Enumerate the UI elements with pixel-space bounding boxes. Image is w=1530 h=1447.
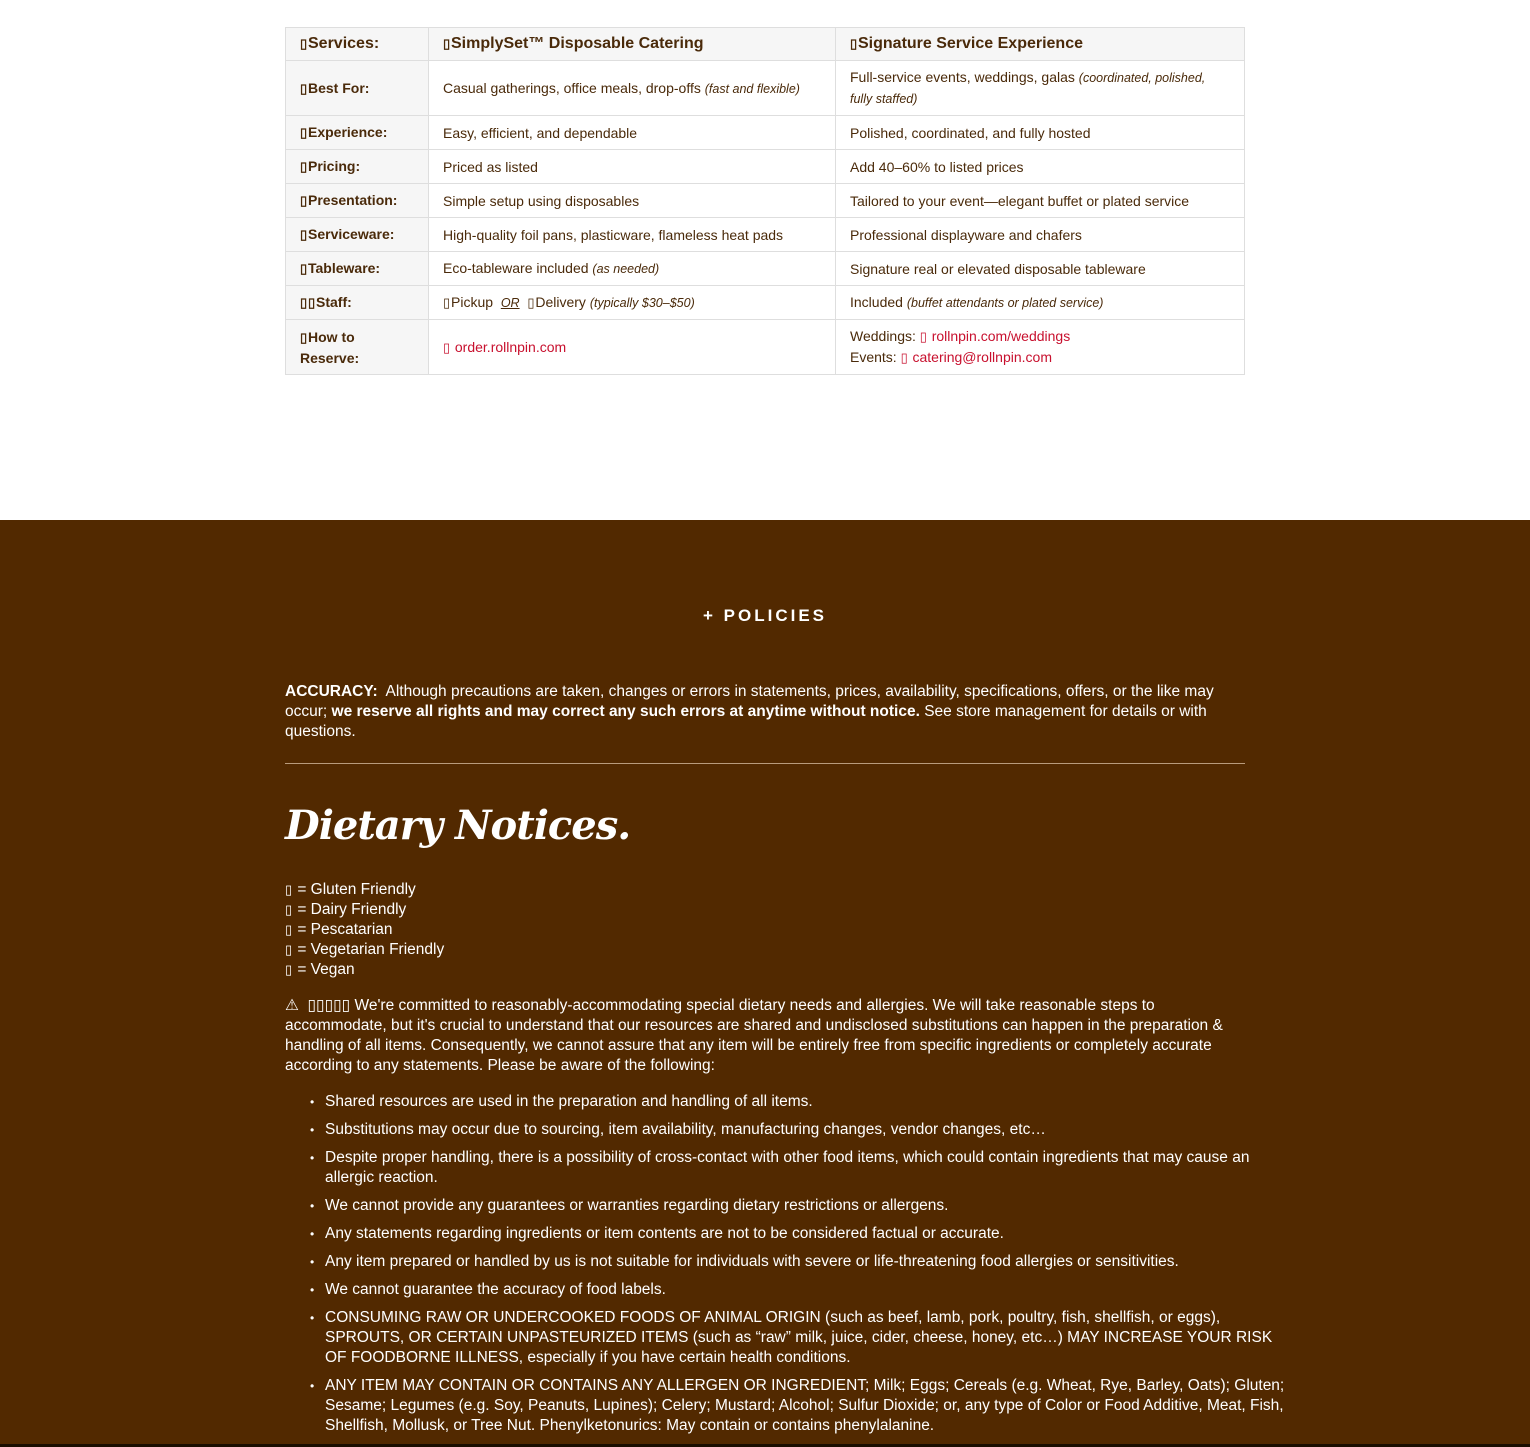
cell-text: Casual gatherings, office meals, drop-offs (443, 79, 701, 96)
table-row (286, 61, 1245, 116)
weddings-line (850, 326, 1230, 347)
header-col2: Signature Service Experience (858, 35, 1083, 52)
legend-item (285, 900, 444, 920)
list-item: • We cannot provide any guarantees or warranties regarding dietary restrictions or allergens. (325, 1196, 1285, 1216)
policies-heading: + POLICIES (703, 606, 827, 625)
table-row (286, 252, 1245, 286)
emoji-glyph-icon: ▯ (300, 227, 308, 242)
cell-note: (typically $30–$50) (589, 296, 695, 310)
emoji-glyph-icon: ▯ (300, 159, 308, 174)
emoji-glyph-icon: ▯ (443, 36, 451, 51)
legend-text: = Dairy Friendly (297, 901, 407, 918)
row-col1 (429, 150, 836, 184)
list-item: • ANY ITEM MAY CONTAIN OR CONTAINS ANY ALLERGEN OR INGREDIENT; Milk; Eggs; Cereals (e.g. Wheat, Rye, Barley, Oats); Gluten; Sesame; Legumes (e.g. Soy, Peanuts, Lupines); Celery; Mustard; Alcohol; Sulfur Dioxide; or, any type of Color or Food Additive, Meat, Fish, Shellfish, Mollusk, or Tree Nut. Phenylketonurics: May contain or contains phenylalanine. (325, 1376, 1285, 1436)
list-item: • Shared resources are used in the preparation and handling of all items. (325, 1092, 1285, 1112)
row-col1 (429, 61, 836, 116)
list-item: • CONSUMING RAW OR UNDERCOOKED FOODS OF ANIMAL ORIGIN (such as beef, lamb, pork, poultry, fish, shellfish, or eggs), SPROUTS, OR CERTAIN UNPASTEURIZED ITEMS (such as “raw” milk, juice, cider, cheese, honey, etc…) MAY INCREASE YOUR RISK OF FOODBORNE ILLNESS, especially if you have certain health conditions. (325, 1308, 1285, 1368)
table-row (286, 218, 1245, 252)
dietary-legend (285, 880, 444, 980)
dairy-friendly-icon: ▯ (285, 902, 293, 917)
gluten-friendly-icon: ▯ (285, 882, 293, 897)
list-item: • We cannot guarantee the accuracy of food labels. (325, 1280, 1285, 1300)
or-text: OR (500, 296, 520, 310)
legend-text: = Pescatarian (297, 921, 393, 938)
legend-item (285, 960, 444, 980)
emoji-glyph-icon: ▯ (300, 80, 308, 96)
row-label (286, 150, 429, 184)
row-col1 (429, 320, 836, 375)
cell-text: Simple setup using disposables (443, 192, 640, 209)
pickup-icon: ▯ (443, 295, 451, 310)
cell-text: High-quality foil pans, plasticware, flameless heat pads (443, 226, 784, 243)
list-item: • Any item prepared or handled by us is not suitable for individuals with severe or life-threatening food allergies or sensitivities. (325, 1252, 1285, 1272)
row-col2 (836, 150, 1245, 184)
row-label-text: Staff: (316, 294, 352, 310)
service-comparison-table (285, 27, 1245, 375)
legend-item (285, 880, 444, 900)
table-row (286, 150, 1245, 184)
legend-text: = Vegan (297, 961, 355, 978)
order-link-text: order.rollnpin.com (454, 338, 567, 355)
cell-text: Easy, efficient, and dependable (443, 124, 638, 141)
row-col2 (836, 61, 1245, 116)
row-label-text: Tableware: (308, 260, 381, 276)
cell-note: (buffet attendants or plated service) (906, 296, 1104, 310)
emoji-glyph-icon: ▯ (300, 125, 308, 140)
allergy-warning (285, 996, 1245, 1076)
link-icon: ▯ (443, 339, 451, 355)
cell-note: (coordinated, polished, fully staffed) (850, 71, 1206, 106)
vegetarian-icon: ▯ (285, 942, 293, 957)
emoji-glyph-icon: ▯ (300, 295, 308, 310)
header-label: Services: (308, 35, 380, 52)
emoji-glyph-icon: ▯ (308, 295, 316, 310)
row-col1 (429, 286, 836, 320)
list-item: • Despite proper handling, there is a possibility of cross-contact with other food items, which could contain ingredients that may cause an allergic reaction. (325, 1148, 1285, 1188)
row-label-text: Presentation: (308, 192, 398, 208)
allergy-bullet-list (285, 1092, 1285, 1444)
delivery-text: Delivery (535, 294, 586, 310)
emoji-glyph-icon: ▯ (300, 193, 308, 208)
row-col2 (836, 252, 1245, 286)
accuracy-label: ACCURACY: (285, 683, 378, 700)
row-label-text: Pricing: (308, 158, 361, 174)
accuracy-text: Although precautions are taken, changes or errors in statements, prices, availability, specifications, offers, or the like may occur; (285, 683, 1214, 720)
vegan-icon: ▯ (285, 962, 293, 977)
legend-item (285, 940, 444, 960)
header-col2-cell (836, 28, 1245, 61)
row-col2 (836, 184, 1245, 218)
row-col1 (429, 116, 836, 150)
weddings-link-text: rollnpin.com/weddings (931, 328, 1071, 344)
dietary-heading: Dietary Notices. (285, 802, 631, 849)
row-label (286, 116, 429, 150)
list-item: • Substitutions may occur due to sourcing, item availability, manufacturing changes, vendor changes, etc… (325, 1120, 1285, 1140)
header-col1-cell (429, 28, 836, 61)
warning-icon: ⚠ (285, 997, 299, 1014)
weddings-label: Weddings: (850, 328, 916, 344)
row-col2 (836, 320, 1245, 375)
row-label (286, 286, 429, 320)
delivery-icon: ▯ (527, 295, 535, 310)
cell-text: Tailored to your event—elegant buffet or plated service (850, 192, 1190, 209)
emoji-glyphs-icon: ▯▯▯▯▯ (307, 997, 351, 1014)
row-label (286, 218, 429, 252)
cell-text: Professional displayware and chafers (850, 226, 1082, 243)
row-col1 (429, 184, 836, 218)
row-label (286, 61, 429, 116)
cell-text: Signature real or elevated disposable tableware (850, 260, 1146, 277)
row-col2 (836, 116, 1245, 150)
cell-text: Included (850, 294, 903, 310)
events-label: Events: (850, 349, 897, 365)
warning-text: We're committed to reasonably-accommodating special dietary needs and allergies. We will take reasonable steps to accommodate, but it's crucial to understand that our resources are shared and undisclosed substitutions can happen in the preparation & handling of all items. Consequently, we cannot assure that any item will be entirely free from specific ingredients or completely accurate according to any statements. Please be aware of the following: (285, 997, 1223, 1074)
accuracy-notice (285, 682, 1245, 742)
row-col1 (429, 218, 836, 252)
cell-note: (fast and flexible) (704, 81, 800, 96)
emoji-glyph-icon: ▯ (300, 261, 308, 276)
list-item: • Any statements regarding ingredients or item contents are not to be considered factual or accurate. (325, 1224, 1285, 1244)
header-col1: SimplySet™ Disposable Catering (451, 35, 704, 52)
accuracy-bold: we reserve all rights and may correct any such errors at anytime without notice. (331, 703, 920, 720)
row-label (286, 184, 429, 218)
legend-text: = Gluten Friendly (297, 881, 416, 898)
link-icon: ▯ (919, 329, 927, 344)
emoji-glyph-icon: ▯ (300, 329, 308, 345)
pickup-text: Pickup (451, 294, 494, 310)
row-col1 (429, 252, 836, 286)
divider (285, 763, 1245, 764)
weddings-link[interactable] (920, 328, 1070, 344)
table-row (286, 116, 1245, 150)
cell-text: Eco-tableware included (443, 260, 589, 276)
email-icon: ▯ (900, 350, 908, 365)
events-link-text: catering@rollnpin.com (912, 349, 1052, 365)
pescatarian-icon: ▯ (285, 922, 293, 937)
emoji-glyph-icon: ▯ (300, 36, 308, 51)
row-label-text: Experience: (308, 124, 388, 140)
row-col2 (836, 286, 1245, 320)
policies-section (0, 520, 1530, 1447)
table-row (286, 286, 1245, 320)
cell-text: Add 40–60% to listed prices (850, 158, 1024, 175)
row-label-text: Best For: (308, 79, 370, 96)
events-line (850, 347, 1230, 368)
cell-text: Polished, coordinated, and fully hosted (850, 124, 1091, 141)
table-row (286, 184, 1245, 218)
cell-note: (as needed) (592, 262, 660, 276)
cell-text: Full-service events, weddings, galas (850, 69, 1075, 85)
table-header-row (286, 28, 1245, 61)
events-email-link[interactable] (901, 349, 1052, 365)
table-row (286, 320, 1245, 375)
row-label (286, 320, 429, 375)
legend-item (285, 920, 444, 940)
comparison-section (0, 0, 1530, 520)
legend-text: = Vegetarian Friendly (297, 941, 445, 958)
row-col2 (836, 218, 1245, 252)
order-link[interactable] (443, 339, 566, 355)
row-label-text: How to Reserve: (300, 328, 360, 366)
row-label-text: Serviceware: (308, 226, 395, 242)
row-label (286, 252, 429, 286)
accuracy-tail: See store management for details or with questions. (285, 703, 1207, 740)
cell-text: Priced as listed (443, 158, 538, 175)
emoji-glyph-icon: ▯ (850, 36, 858, 51)
header-label-cell (286, 28, 429, 61)
